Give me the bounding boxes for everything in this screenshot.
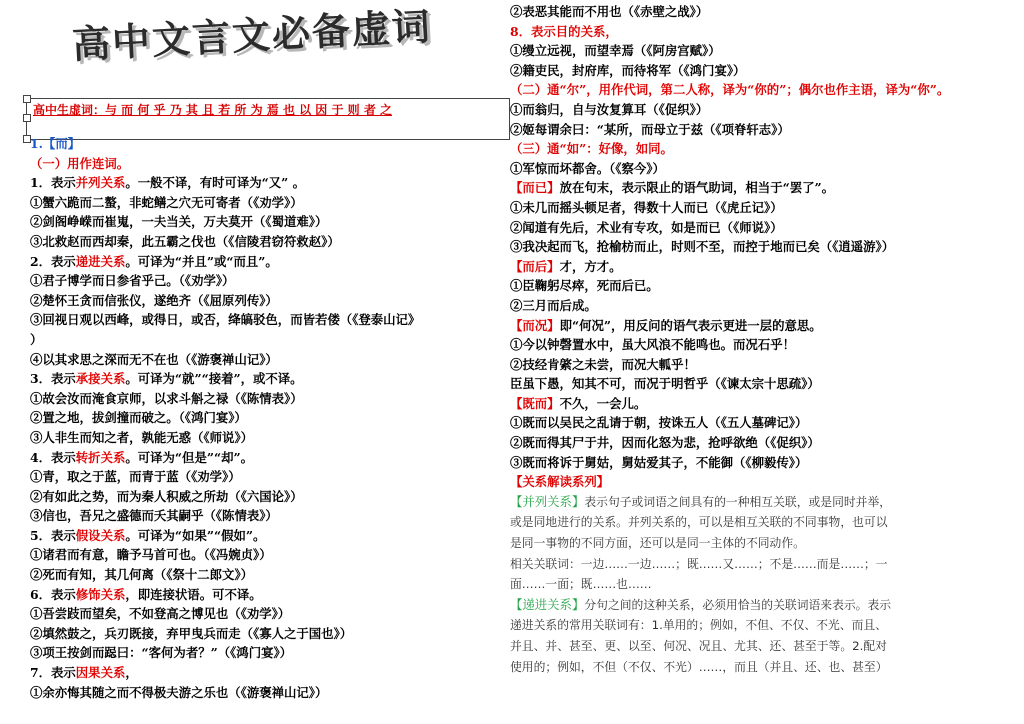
right-column <box>510 2 980 677</box>
text-run: ②楚怀王贪而信张仪，遂绝齐（《屈原列传》） <box>30 292 278 308</box>
text-line <box>30 467 502 487</box>
text-run: ①蟹六跪而二螯，非蛇鳝之穴无可寄者（《劝学》） <box>30 194 303 210</box>
text-run: ） <box>30 331 43 347</box>
text-line <box>510 237 980 257</box>
text-line <box>510 595 980 616</box>
text-line <box>30 173 502 193</box>
text-run: 递进关系 <box>75 253 126 269</box>
text-run: ④以其求思之深而无不在也（《游褒禅山记》） <box>30 351 278 367</box>
text-run: ③人非生而知之者，孰能无惑（《师说》） <box>30 429 254 445</box>
text-line <box>510 218 980 238</box>
text-line <box>30 212 502 232</box>
text-line <box>30 154 502 174</box>
text-run: 表示句子或词语之间具有的一种相互关联，或是同时并举， <box>584 494 892 509</box>
text-run: 假设关系 <box>75 527 126 543</box>
text-run: ②既而得其尸于井，因而化怒为悲，抢呼欲绝（《促织》） <box>510 435 820 451</box>
text-line <box>30 624 502 644</box>
text-run: 是同一事物的不同方面，还可以是同一主体的不同动作。 <box>510 536 805 551</box>
text-run: ①今以钟磬置水中，虽大风浪不能鸣也。而况石乎！ <box>510 337 795 353</box>
text-run: 【递进关系】 <box>510 596 585 612</box>
text-run: 。可译为“如果”“假如”。 <box>125 527 266 543</box>
text-run: 。一般不译，有时可译为“又” 。 <box>125 175 306 191</box>
text-run: ③既而将诉于舅姑，舅姑爱其子，不能御（《柳毅传》） <box>510 454 808 470</box>
text-run: 或是同地进行的关系。并列关系的，可以是相互关联的不同事物，也可以 <box>510 515 888 530</box>
text-run: ③信也，吾兄之盛德而夭其嗣乎（《陈情表》） <box>30 508 278 524</box>
text-run: ②闻道有先后，术业有专攻，如是而已（《师说》） <box>510 219 783 235</box>
text-line <box>30 683 502 703</box>
text-run: 即“何况”，用反问的语气表示更进一层的意思。 <box>559 317 822 333</box>
text-line <box>30 428 502 448</box>
text-line <box>30 134 502 154</box>
left-column <box>30 134 502 702</box>
text-run: 。可译为“但是”“却”。 <box>125 449 253 465</box>
text-line <box>30 271 502 291</box>
text-run: （二）通“尔”，用作代词，第二人称，译为“你的”；偶尔也作主语，译为“你”。 <box>510 82 950 98</box>
text-line <box>510 533 980 554</box>
text-run: （三）通“如”：好像，如同。 <box>510 141 673 157</box>
text-line <box>30 408 502 428</box>
text-line <box>510 355 980 375</box>
text-run: ①臣鞠躬尽瘁，死而后已。 <box>510 278 659 294</box>
text-run: ②填然鼓之，兵刃既接，弃甲曳兵而走（《寡人之于国也》） <box>30 625 353 641</box>
text-run: ②表恶其能而不用也（《赤壁之战》） <box>510 4 709 19</box>
text-run: ①余亦悔其随之而不得极夫游之乐也（《游褒禅山记》） <box>30 684 328 700</box>
text-run: 1.【而】 <box>30 136 81 151</box>
text-run: ①吾尝跂而望矣，不如登高之博见也（《劝学》） <box>30 606 291 622</box>
text-run: 臣虽下愚，知其不可，而况于明哲乎（《谏太宗十思疏》） <box>510 376 820 392</box>
text-line <box>510 276 980 296</box>
text-run: 6．表示 <box>30 586 76 602</box>
text-line <box>510 512 980 533</box>
text-line <box>30 252 502 272</box>
text-run: ②有如此之势，而为秦人积威之所劫（《六国论》） <box>30 488 303 504</box>
text-run: ②三月而后成。 <box>510 297 597 313</box>
text-run: 才，方才。 <box>559 258 622 274</box>
text-line <box>30 369 502 389</box>
text-line <box>510 374 980 394</box>
text-run: ②技经肯綮之未尝，而况大軱乎！ <box>510 356 696 372</box>
text-run: 因果关系 <box>75 665 126 681</box>
text-run: ①而翁归，自与汝复算耳（《促织》） <box>510 101 709 117</box>
text-run: 相关关联词：一边……一边……；既……又……；不是……而是……；一 <box>510 556 888 571</box>
text-run: （一）用作连词。 <box>30 155 130 171</box>
text-line <box>30 310 502 330</box>
text-line <box>30 545 502 565</box>
text-line <box>510 178 980 198</box>
text-line <box>30 526 502 546</box>
text-run: 分句之间的这种关系，必须用恰当的关联词语来表示。表示 <box>584 597 892 612</box>
text-run: ①故会汝而淹食京师，以求斗斛之禄（《陈情表》） <box>30 390 303 406</box>
text-line <box>510 453 980 473</box>
text-run: 不久，一会儿。 <box>559 395 647 411</box>
text-run: 使用的；例如，不但（不仅、不光）……，而且（并且、还、也、甚至） <box>510 659 888 674</box>
text-line <box>30 330 502 350</box>
text-run: ①君子博学而日参省乎己。（《劝学》） <box>30 273 235 289</box>
text-run: 【而已】 <box>510 180 560 196</box>
text-run: 目的关系 <box>555 23 606 39</box>
text-line <box>510 554 980 575</box>
text-line <box>510 41 980 61</box>
text-line <box>510 198 980 218</box>
text-line <box>510 100 980 120</box>
text-run: 承接关系 <box>75 371 126 387</box>
text-run: 。可译为“就”“接着”，或不译。 <box>125 371 303 387</box>
text-run: 7．表示 <box>30 665 76 681</box>
text-run: 5．表示 <box>30 527 76 543</box>
text-run: ②死而有知，其几何离（《祭十二郎文》） <box>30 567 254 583</box>
text-run: 转折关系 <box>75 449 126 465</box>
text-run: 【并列关系】 <box>510 493 585 509</box>
particle-list: 高中生虚词：与 而 何 乎 乃 其 且 若 所 为 焉 也 以 因 于 则 者 之 <box>33 103 393 117</box>
text-run: ②籍吏民，封府库，而待将军（《鸿门宴》） <box>510 62 746 78</box>
text-line <box>510 492 980 513</box>
text-run: 【关系解读系列】 <box>510 474 610 490</box>
resize-handle-top-left[interactable] <box>23 95 31 103</box>
text-line <box>510 413 980 433</box>
text-line <box>510 394 980 414</box>
text-run: 3．表示 <box>30 371 76 387</box>
text-line <box>510 22 980 42</box>
text-run: ①青，取之于蓝，而青于蓝（《劝学》） <box>30 469 241 485</box>
text-run: 放在句末，表示限止的语气助词，相当于“罢了”。 <box>559 180 835 196</box>
text-run: ②剑阁峥嵘而崔嵬，一夫当关，万夫莫开（《蜀道难》） <box>30 214 328 230</box>
text-run: ③项王按剑而跽曰：“客何为者？”（《鸿门宴》） <box>30 645 293 661</box>
text-run: 修饰关系 <box>75 586 126 602</box>
text-run: 并列关系 <box>75 175 126 191</box>
text-run: 【而后】 <box>510 258 560 274</box>
text-run: 递进关系的常用关联词有：1.单用的；例如，不但、不仅、不光、而且、 <box>510 618 887 633</box>
text-run: 面……一面；既……也…… <box>510 577 652 592</box>
text-line <box>510 296 980 316</box>
text-run: ①未几而摇头顿足者，得数十人而已（《虎丘记》） <box>510 199 783 215</box>
text-line <box>30 193 502 213</box>
text-line <box>30 663 502 683</box>
text-line <box>30 604 502 624</box>
text-run: 1．表示 <box>30 175 76 191</box>
text-run: 【既而】 <box>510 395 560 411</box>
text-line <box>30 232 502 252</box>
text-line <box>510 574 980 595</box>
text-line <box>30 487 502 507</box>
text-run: ， <box>125 665 138 681</box>
text-line <box>30 506 502 526</box>
text-run: 4．表示 <box>30 449 76 465</box>
text-run: 2．表示 <box>30 253 76 269</box>
text-run: ②姬每谓余曰：“某所，而母立于兹（《项脊轩志》） <box>510 121 790 137</box>
text-line <box>510 139 980 159</box>
text-run: ③回视日观以西峰，或得日，或否，绛皜驳色，而皆若偻（《登泰山记》 <box>30 312 421 328</box>
text-line <box>510 433 980 453</box>
text-line <box>510 657 980 678</box>
text-line <box>30 565 502 585</box>
text-run: 。可译为“并且”或“而且”。 <box>125 253 278 269</box>
text-line <box>510 472 980 492</box>
text-line <box>510 615 980 636</box>
text-line <box>510 120 980 140</box>
text-line <box>510 316 980 336</box>
text-line <box>30 389 502 409</box>
text-run: ①军惊而坏都舍。（《察今》） <box>510 160 665 176</box>
text-run: ③我决起而飞，抢榆枋而止，时则不至，而控于地而已矣（《逍遥游》） <box>510 239 895 255</box>
text-run: ①诸君而有意，瞻予马首可也。（《冯婉贞》） <box>30 547 272 563</box>
text-line <box>510 335 980 355</box>
text-run: ①缦立远视，而望幸焉（《阿房宫赋》） <box>510 43 721 59</box>
text-line <box>30 585 502 605</box>
text-line <box>30 350 502 370</box>
text-line <box>30 643 502 663</box>
document-title: 高中文言文必备虚词 <box>70 3 433 67</box>
text-line <box>510 80 980 100</box>
text-line <box>30 448 502 468</box>
text-line <box>510 636 980 657</box>
text-run: ③北救赵而西却秦，此五霸之伐也（《信陵君窃符救赵》） <box>30 233 340 249</box>
text-line <box>510 61 980 81</box>
text-run: ， <box>605 23 618 39</box>
text-run: 8．表示 <box>510 23 556 39</box>
text-line <box>510 159 980 179</box>
text-run: 【而况】 <box>510 317 560 333</box>
text-line <box>30 291 502 311</box>
text-run: ，即连接状语。可不译。 <box>125 586 262 602</box>
text-run: ②置之地，拔剑撞而破之。（《鸿门宴》） <box>30 410 247 426</box>
text-run: 并且、并、甚至、更、以至、何况、况且、尤其、还、甚至于等。2.配对 <box>510 639 887 653</box>
text-run: ①既而以吴民之乱请于朝，按诛五人（《五人墓碑记》） <box>510 415 808 431</box>
text-line <box>510 2 980 22</box>
text-line <box>510 257 980 277</box>
resize-handle-mid-left[interactable] <box>23 114 31 122</box>
